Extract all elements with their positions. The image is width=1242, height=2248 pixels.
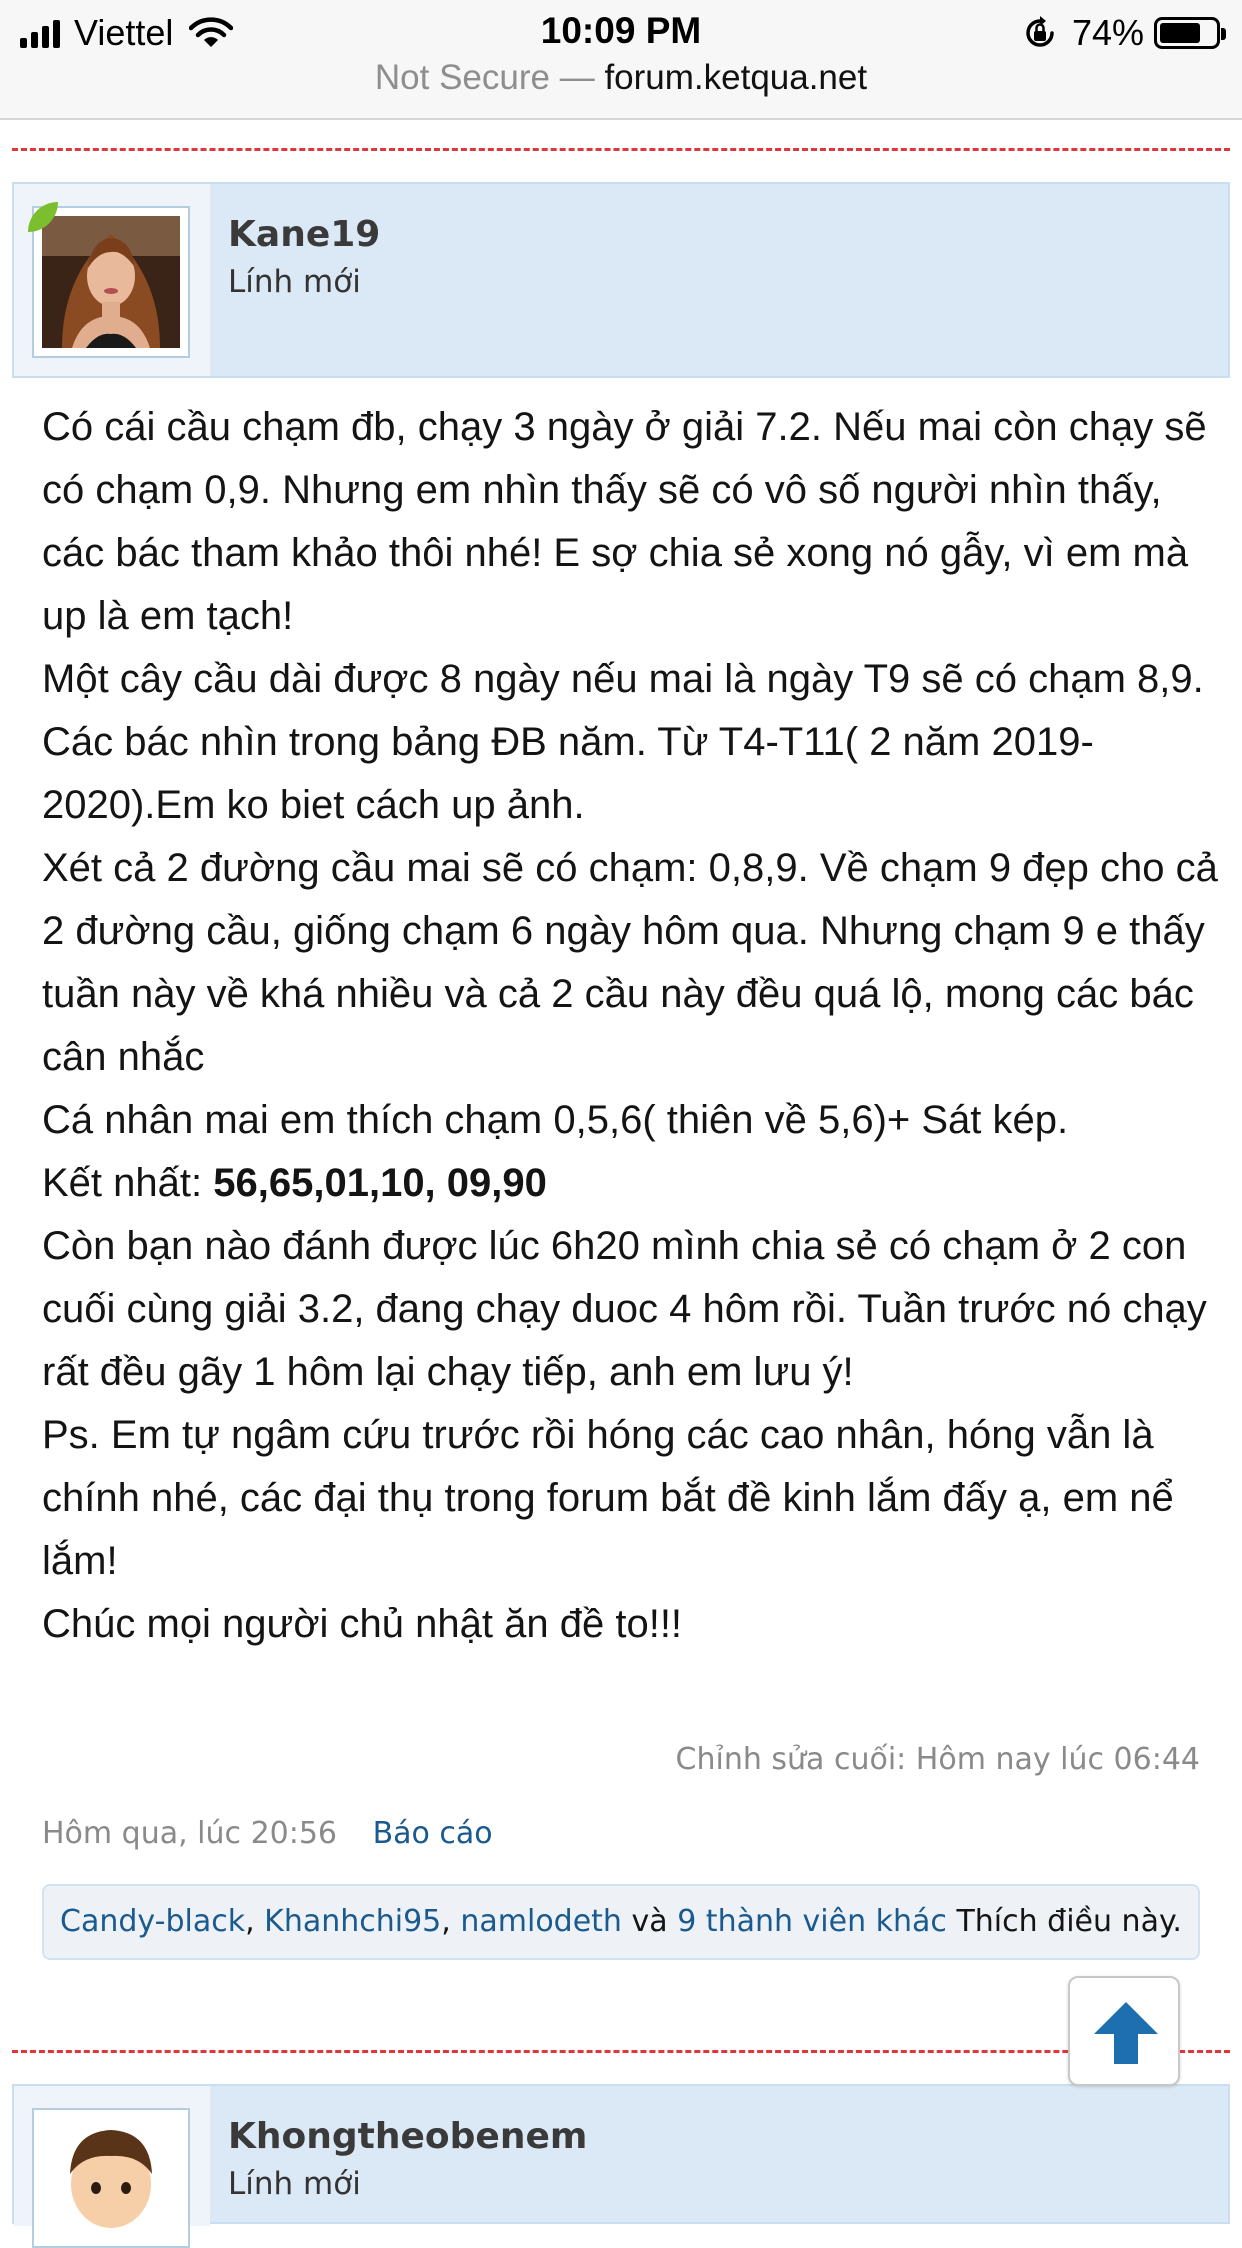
post-paragraph: Xét cả 2 đường cầu mai sẽ có chạm: 0,8,9. Về chạm 9 đẹp cho cả 2 đường cầu, giống chạm 6 ngày hôm qua. Nhưng chạm 9 e thấy tuần này về khá nhiều và cả 2 cầu này đều quá lộ, mong các bác cân nhắc <box>42 846 1218 1079</box>
address-bar[interactable] <box>0 58 1242 98</box>
user-title: Lính mới <box>228 264 361 300</box>
likes-and: và <box>631 1904 668 1939</box>
likes-summary: Candy-black, Khanhchi95, namlodeth và 9 thành viên khác Thích điều này. <box>42 1884 1200 1960</box>
post-paragraph: Có cái cầu chạm đb, chạy 3 ngày ở giải 7.2. Nếu mai còn chạy sẽ có chạm 0,9. Nhưng em nhìn thấy sẽ có vô số người nhìn thấy, các bác tham khảo thôi nhé! E sợ chia sẻ xong nó gẫy, vì em mà up là em tạch! <box>42 405 1207 638</box>
post-paragraph: Còn bạn nào đánh được lúc 6h20 mình chia sẻ có chạm ở 2 con cuối cùng giải 3.2, đang chạy duoc 4 hôm rồi. Tuần trước nó chạy rất đều gãy 1 hôm lại chạy tiếp, anh em lưu ý! <box>42 1224 1207 1394</box>
post-paragraph: Ps. Em tự ngâm cứu trước rồi hóng các cao nhân, hóng vẫn là chính nhé, các đại thụ trong forum bắt đề kinh lắm đấy ạ, em nể lắm! <box>42 1413 1174 1583</box>
liker-link[interactable]: namlodeth <box>460 1904 622 1939</box>
avatar[interactable] <box>32 206 190 358</box>
url-domain: forum.ketqua.net <box>604 58 868 97</box>
post-header <box>12 2084 1230 2224</box>
ket-nhat-value: 56,65,01,10, 09,90 <box>213 1161 547 1205</box>
username[interactable]: Khongtheobenem <box>228 2116 588 2157</box>
user-title: Lính mới <box>228 2166 361 2202</box>
arrow-up-icon <box>1092 2000 1160 2066</box>
clock: 10:09 PM <box>540 10 702 51</box>
username[interactable]: Kane19 <box>228 214 381 255</box>
ket-nhat-line <box>42 1152 1232 1215</box>
post-header <box>12 182 1230 378</box>
avatar-column <box>14 184 210 376</box>
last-edited: Chỉnh sửa cuối: Hôm nay lúc 06:44 <box>675 1742 1200 1777</box>
post-separator <box>12 148 1230 151</box>
ket-nhat-label: Kết nhất: <box>42 1161 203 1205</box>
likes-others-link[interactable]: 9 thành viên khác <box>677 1904 947 1939</box>
post-paragraph: Chúc mọi người chủ nhật ăn đề to!!! <box>42 1602 683 1646</box>
post-separator <box>12 2050 1230 2053</box>
status-bar <box>0 0 1242 120</box>
status-right <box>1022 12 1220 54</box>
battery-percent: 74% <box>1071 12 1144 53</box>
not-secure-label: Not Secure — <box>374 58 595 97</box>
post-paragraph: Một cây cầu dài được 8 ngày nếu mai là ngày T9 sẽ có chạm 8,9. Các bác nhìn trong bảng ĐB năm. Từ T4-T11( 2 năm 2019-2020).Em ko biet cách up ảnh. <box>42 657 1204 827</box>
avatar[interactable] <box>32 2108 190 2248</box>
post-meta <box>42 1816 493 1851</box>
post-paragraph: Cá nhân mai em thích chạm 0,5,6( thiên về 5,6)+ Sát kép. <box>42 1098 1069 1142</box>
likes-suffix: Thích điều này. <box>956 1904 1182 1939</box>
post-content <box>42 396 1232 1656</box>
avatar-column <box>14 2086 210 2226</box>
battery-icon <box>1154 17 1220 49</box>
avatar-cartoon-icon <box>42 2118 180 2238</box>
post-date[interactable]: Hôm qua, lúc 20:56 <box>42 1816 338 1851</box>
liker-link[interactable]: Candy-black <box>60 1904 246 1939</box>
rotation-lock-icon <box>1022 15 1058 51</box>
liker-link[interactable]: Khanhchi95 <box>264 1904 442 1939</box>
report-link[interactable]: Báo cáo <box>372 1816 493 1851</box>
carrier-name: Viettel <box>74 12 174 53</box>
avatar-photo-icon <box>42 216 180 348</box>
scroll-top-button[interactable] <box>1068 1976 1180 2086</box>
